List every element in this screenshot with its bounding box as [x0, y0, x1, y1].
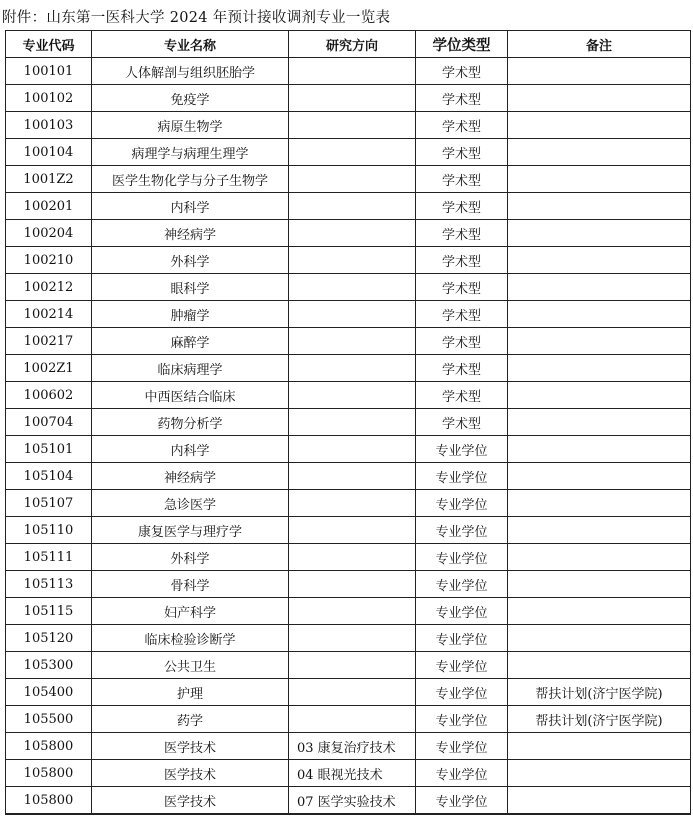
cell-code: 105800 [6, 760, 92, 787]
header-name: 专业名称 [92, 31, 289, 58]
cell-direction [289, 382, 416, 409]
cell-remarks [508, 166, 691, 193]
cell-direction [289, 679, 416, 706]
cell-direction [289, 328, 416, 355]
cell-code: 105300 [6, 652, 92, 679]
cell-name: 神经病学 [92, 220, 289, 247]
cell-code: 100204 [6, 220, 92, 247]
cell-code: 105500 [6, 706, 92, 733]
cell-degree-type: 学术型 [416, 247, 508, 274]
table-row [6, 517, 691, 544]
table-header-row [6, 31, 691, 58]
cell-name: 妇产科学 [92, 598, 289, 625]
cell-direction [289, 625, 416, 652]
cell-degree-type: 专业学位 [416, 436, 508, 463]
table-row [6, 112, 691, 139]
cell-remarks [508, 652, 691, 679]
cell-code: 100602 [6, 382, 92, 409]
table-row [6, 760, 691, 787]
cell-degree-type: 专业学位 [416, 517, 508, 544]
cell-code: 105113 [6, 571, 92, 598]
cell-remarks [508, 301, 691, 328]
table-row [6, 598, 691, 625]
cell-direction: 03 康复治疗技术 [289, 733, 416, 760]
cell-degree-type: 专业学位 [416, 760, 508, 787]
table-row [6, 247, 691, 274]
cell-name: 眼科学 [92, 274, 289, 301]
cell-direction [289, 193, 416, 220]
cell-degree-type: 专业学位 [416, 706, 508, 733]
cell-degree-type: 学术型 [416, 85, 508, 112]
cell-code: 100104 [6, 139, 92, 166]
cell-degree-type: 学术型 [416, 301, 508, 328]
table-row [6, 571, 691, 598]
cell-degree-type: 学术型 [416, 193, 508, 220]
cell-code: 100103 [6, 112, 92, 139]
cell-direction [289, 58, 416, 85]
cell-name: 内科学 [92, 193, 289, 220]
cell-code: 100201 [6, 193, 92, 220]
cell-name: 神经病学 [92, 463, 289, 490]
cell-remarks [508, 787, 691, 815]
cell-direction [289, 274, 416, 301]
cell-code: 1001Z2 [6, 166, 92, 193]
cell-degree-type: 专业学位 [416, 733, 508, 760]
table-row [6, 679, 691, 706]
cell-direction [289, 355, 416, 382]
cell-degree-type: 学术型 [416, 409, 508, 436]
table-row [6, 625, 691, 652]
cell-code: 105800 [6, 787, 92, 815]
cell-name: 药学 [92, 706, 289, 733]
cell-code: 105107 [6, 490, 92, 517]
cell-code: 105120 [6, 625, 92, 652]
table-row [6, 328, 691, 355]
table-row [6, 490, 691, 517]
cell-direction [289, 85, 416, 112]
table-row [6, 652, 691, 679]
document-title: 附件：山东第一医科大学 2024 年预计接收调剂专业一览表 [2, 10, 391, 26]
cell-remarks [508, 139, 691, 166]
cell-name: 外科学 [92, 247, 289, 274]
cell-remarks [508, 544, 691, 571]
table-row [6, 544, 691, 571]
cell-remarks [508, 517, 691, 544]
cell-direction [289, 544, 416, 571]
header-remarks: 备注 [508, 31, 691, 58]
cell-direction: 07 医学实验技术 [289, 787, 416, 815]
cell-direction [289, 112, 416, 139]
cell-remarks [508, 112, 691, 139]
cell-direction [289, 652, 416, 679]
cell-degree-type: 专业学位 [416, 625, 508, 652]
table-row [6, 733, 691, 760]
cell-degree-type: 专业学位 [416, 679, 508, 706]
cell-remarks [508, 760, 691, 787]
cell-direction [289, 463, 416, 490]
header-degree-type: 学位类型 [416, 31, 508, 58]
cell-direction [289, 706, 416, 733]
table-row [6, 220, 691, 247]
cell-direction [289, 490, 416, 517]
cell-name: 麻醉学 [92, 328, 289, 355]
cell-name: 骨科学 [92, 571, 289, 598]
cell-name: 医学技术 [92, 760, 289, 787]
cell-direction [289, 166, 416, 193]
cell-code: 100101 [6, 58, 92, 85]
cell-remarks [508, 571, 691, 598]
table-body [6, 58, 691, 815]
cell-name: 外科学 [92, 544, 289, 571]
cell-name: 公共卫生 [92, 652, 289, 679]
cell-remarks [508, 382, 691, 409]
table-row [6, 382, 691, 409]
cell-direction [289, 517, 416, 544]
cell-remarks [508, 58, 691, 85]
cell-degree-type: 学术型 [416, 139, 508, 166]
cell-remarks [508, 490, 691, 517]
cell-code: 105110 [6, 517, 92, 544]
cell-direction [289, 436, 416, 463]
cell-code: 100102 [6, 85, 92, 112]
cell-name: 药物分析学 [92, 409, 289, 436]
cell-degree-type: 专业学位 [416, 598, 508, 625]
table-row [6, 409, 691, 436]
cell-direction [289, 301, 416, 328]
cell-remarks [508, 355, 691, 382]
cell-name: 内科学 [92, 436, 289, 463]
cell-code: 100214 [6, 301, 92, 328]
cell-name: 免疫学 [92, 85, 289, 112]
cell-code: 105400 [6, 679, 92, 706]
cell-degree-type: 学术型 [416, 166, 508, 193]
cell-code: 1002Z1 [6, 355, 92, 382]
cell-name: 中西医结合临床 [92, 382, 289, 409]
cell-remarks [508, 193, 691, 220]
cell-remarks [508, 328, 691, 355]
cell-remarks [508, 436, 691, 463]
cell-name: 医学技术 [92, 787, 289, 815]
table-row [6, 166, 691, 193]
cell-remarks: 帮扶计划(济宁医学院) [508, 679, 691, 706]
cell-remarks: 帮扶计划(济宁医学院) [508, 706, 691, 733]
cell-code: 105800 [6, 733, 92, 760]
cell-degree-type: 专业学位 [416, 544, 508, 571]
cell-code: 105101 [6, 436, 92, 463]
cell-name: 病理学与病理生理学 [92, 139, 289, 166]
cell-name: 急诊医学 [92, 490, 289, 517]
cell-remarks [508, 274, 691, 301]
cell-code: 100212 [6, 274, 92, 301]
cell-direction [289, 598, 416, 625]
table-row [6, 193, 691, 220]
cell-degree-type: 学术型 [416, 220, 508, 247]
cell-degree-type: 专业学位 [416, 787, 508, 815]
cell-degree-type: 学术型 [416, 328, 508, 355]
cell-code: 100217 [6, 328, 92, 355]
cell-direction [289, 247, 416, 274]
cell-degree-type: 专业学位 [416, 463, 508, 490]
cell-direction [289, 571, 416, 598]
cell-name: 临床病理学 [92, 355, 289, 382]
cell-degree-type: 学术型 [416, 382, 508, 409]
cell-name: 人体解剖与组织胚胎学 [92, 58, 289, 85]
cell-code: 100704 [6, 409, 92, 436]
cell-remarks [508, 247, 691, 274]
cell-name: 病原生物学 [92, 112, 289, 139]
table-row [6, 85, 691, 112]
cell-name: 护理 [92, 679, 289, 706]
cell-degree-type: 专业学位 [416, 571, 508, 598]
table-row [6, 139, 691, 166]
cell-degree-type: 学术型 [416, 112, 508, 139]
cell-name: 医学生物化学与分子生物学 [92, 166, 289, 193]
cell-degree-type: 学术型 [416, 274, 508, 301]
cell-code: 100210 [6, 247, 92, 274]
header-code: 专业代码 [6, 31, 92, 58]
cell-direction [289, 220, 416, 247]
table-row [6, 463, 691, 490]
cell-degree-type: 专业学位 [416, 652, 508, 679]
cell-name: 康复医学与理疗学 [92, 517, 289, 544]
header-direction: 研究方向 [289, 31, 416, 58]
cell-degree-type: 专业学位 [416, 490, 508, 517]
cell-code: 105104 [6, 463, 92, 490]
table-row [6, 301, 691, 328]
cell-remarks [508, 598, 691, 625]
table-row [6, 706, 691, 733]
cell-remarks [508, 220, 691, 247]
cell-name: 肿瘤学 [92, 301, 289, 328]
cell-code: 105111 [6, 544, 92, 571]
cell-degree-type: 学术型 [416, 355, 508, 382]
table-row [6, 355, 691, 382]
cell-degree-type: 学术型 [416, 58, 508, 85]
cell-remarks [508, 409, 691, 436]
cell-remarks [508, 463, 691, 490]
cell-remarks [508, 733, 691, 760]
cell-direction [289, 139, 416, 166]
table-row [6, 274, 691, 301]
cell-code: 105115 [6, 598, 92, 625]
cell-name: 医学技术 [92, 733, 289, 760]
cell-name: 临床检验诊断学 [92, 625, 289, 652]
cell-direction: 04 眼视光技术 [289, 760, 416, 787]
table-row [6, 58, 691, 85]
cell-remarks [508, 625, 691, 652]
programs-table [5, 30, 691, 815]
cell-remarks [508, 85, 691, 112]
table-row [6, 436, 691, 463]
cell-direction [289, 409, 416, 436]
table-row [6, 787, 691, 815]
